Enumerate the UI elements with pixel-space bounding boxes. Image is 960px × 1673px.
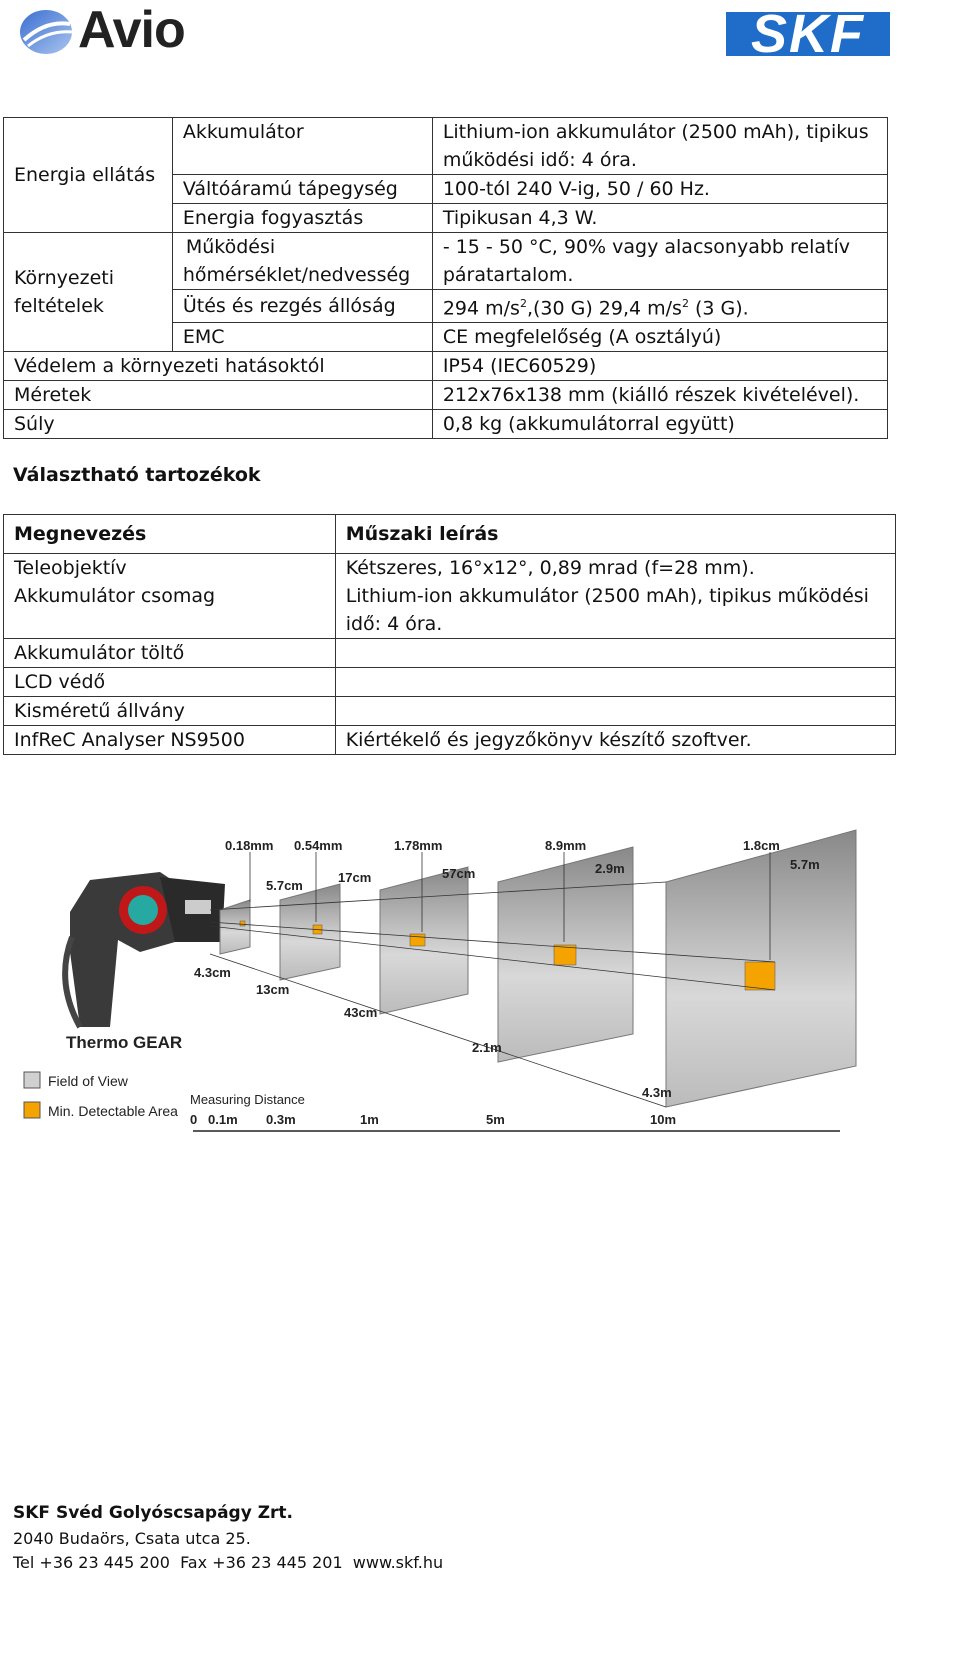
- spec-item-cell: [172, 118, 432, 175]
- fov-width-label: 2.9m: [595, 861, 625, 876]
- spec-value-power: Tipikusan 4,3 W.: [442, 207, 598, 229]
- spec-value-cell: [432, 118, 887, 175]
- accessory-desc: Kétszeres, 16°x12°, 0,89 mrad (f=28 mm).: [335, 554, 895, 583]
- spec-item-cell: [172, 323, 432, 352]
- fov-width-label: 5.7cm: [266, 878, 303, 893]
- spec-value-cell: [432, 323, 887, 352]
- spec-value-dimensions: 212x76x138 mm (kiálló részek kivételével).: [442, 384, 860, 407]
- spec-value-weight: 0,8 kg (akkumulátorral együtt): [442, 413, 735, 436]
- mda-size-label: 1.8cm: [743, 838, 780, 853]
- fov-width-label: 57cm: [442, 866, 476, 881]
- spec-label-cell: [4, 410, 433, 439]
- avio-globe-icon: [18, 6, 74, 58]
- fov-width-label: 5.7m: [790, 857, 820, 872]
- fov-width-label: 17cm: [338, 870, 372, 885]
- superscript: 2: [681, 297, 689, 310]
- mda-size-label: 0.54mm: [294, 838, 343, 853]
- footer-address: 2040 Budaörs, Csata utca 25.: [13, 1529, 251, 1548]
- spec-item-shock: Ütés és rezgés állóság: [182, 295, 396, 318]
- spec-item-cell: [172, 175, 432, 204]
- col-header-desc: Műszaki leírás: [335, 515, 895, 554]
- spec-label-cell: [4, 381, 433, 410]
- spec-item-cell: [172, 290, 432, 323]
- energy-group-label: Energia ellátás: [14, 164, 156, 186]
- energy-group-cell: [4, 118, 173, 233]
- avio-logo: [18, 1, 218, 60]
- spec-value-cell: [432, 233, 887, 290]
- spec-item-battery: Akkumulátor: [182, 121, 304, 143]
- spec-item-power: Energia fogyasztás: [182, 207, 364, 229]
- spec-item-ac-adapter: Váltóáramú tápegység: [182, 178, 398, 200]
- accessory-name: Kisméretű állvány: [4, 697, 336, 726]
- spec-value-cell: [432, 204, 887, 233]
- spec-value-cell: [432, 352, 887, 381]
- spec-label-weight: Súly: [14, 413, 55, 436]
- superscript: 2: [519, 297, 527, 310]
- mda-marker: [240, 921, 245, 926]
- mda-marker: [410, 934, 425, 946]
- accessory-desc: [335, 668, 895, 697]
- spec-value-cell: [432, 175, 887, 204]
- spec-value-shock-a: 294 m/s: [442, 297, 520, 320]
- accessory-name: LCD védő: [4, 668, 336, 697]
- accessory-desc: Kiértékelő és jegyzőkönyv készítő szoftver.: [335, 726, 895, 755]
- axis-tick-label: 0.1m: [208, 1112, 238, 1127]
- spec-value-ac-adapter: 100-tól 240 V-ig, 50 / 60 Hz.: [442, 178, 710, 200]
- legend-fov-swatch: [24, 1072, 40, 1088]
- spec-value-protection: IP54 (IEC60529): [442, 355, 597, 378]
- accessories-table: [3, 514, 896, 755]
- fov-height-label: 13cm: [256, 982, 290, 997]
- axis-title: Measuring Distance: [190, 1092, 305, 1107]
- spec-value-battery-line1: Lithium-ion akkumulátor (2500 mAh), tipikus: [442, 121, 869, 143]
- spec-value-cell: [432, 410, 887, 439]
- spec-value-temp-line2: páratartalom.: [442, 264, 574, 286]
- spec-value-shock-c: (3 G).: [688, 297, 749, 320]
- brand-text: Thermo GEAR: [66, 1033, 183, 1052]
- footer-company: SKF Svéd Golyóscsapágy Zrt.: [13, 1503, 294, 1523]
- spec-label-dimensions: Méretek: [14, 384, 92, 407]
- spec-value-shock-b: ,(30 G) 29,4 m/s: [526, 297, 682, 320]
- mda-size-label: 8.9mm: [545, 838, 587, 853]
- accessories-title: Választható tartozékok: [13, 464, 261, 486]
- spec-item-emc: EMC: [182, 326, 225, 349]
- spec-item-cell: [172, 204, 432, 233]
- mda-size-label: 0.18mm: [225, 838, 274, 853]
- mda-marker: [745, 962, 775, 990]
- axis-tick-label: 0.3m: [266, 1112, 296, 1127]
- axis-tick-label: 1m: [360, 1112, 379, 1127]
- fov-height-label: 4.3cm: [194, 965, 231, 980]
- spec-table: [3, 117, 888, 439]
- env-group-label-line2: feltételek: [14, 295, 104, 318]
- accessory-name: Akkumulátor töltő: [4, 639, 336, 668]
- accessory-desc: [335, 639, 895, 668]
- spec-item-temp-line2: hőmérséklet/nedvesség: [182, 264, 411, 286]
- axis-tick-label: 5m: [486, 1112, 505, 1127]
- mda-size-label: 1.78mm: [394, 838, 443, 853]
- spec-label-cell: [4, 352, 433, 381]
- legend-mda-swatch: [24, 1102, 40, 1118]
- spec-item-temp-line1: Működési: [185, 236, 276, 258]
- col-header-name: Megnevezés: [4, 515, 336, 554]
- skf-logo: [726, 12, 890, 56]
- spec-value-temp-line1: - 15 - 50 °C, 90% vagy alacsonyabb relatív: [442, 236, 850, 258]
- accessory-name: InfReC Analyser NS9500: [4, 726, 336, 755]
- spec-value-battery-line2: működési idő: 4 óra.: [442, 149, 637, 171]
- fov-height-label: 2.1m: [472, 1040, 502, 1055]
- camera-icon: [65, 872, 225, 1027]
- env-group-label-line1: Környezeti: [14, 267, 114, 290]
- spec-label-protection: Védelem a környezeti hatásoktól: [14, 355, 325, 378]
- axis-tick-label: 10m: [650, 1112, 677, 1127]
- fov-height-label: 4.3m: [642, 1085, 672, 1100]
- spec-item-cell: [172, 233, 432, 290]
- spec-value-cell: [432, 290, 887, 323]
- env-group-cell: [4, 233, 173, 352]
- accessory-desc: [335, 697, 895, 726]
- footer-contact: Tel +36 23 445 200 Fax +36 23 445 201 www.skf.hu: [13, 1553, 444, 1572]
- skf-logo-text: SKF: [726, 12, 890, 56]
- accessory-desc: Lithium-ion akkumulátor (2500 mAh), tipikus működési idő: 4 óra.: [335, 582, 895, 639]
- legend-mda-label: Min. Detectable Area: [48, 1103, 178, 1119]
- accessory-name: Akkumulátor csomag: [4, 582, 336, 639]
- fov-panel: [280, 884, 340, 980]
- spec-value-cell: [432, 381, 887, 410]
- field-of-view-diagram: [10, 822, 930, 1172]
- accessory-name: Teleobjektív: [4, 554, 336, 583]
- legend-fov-label: Field of View: [48, 1073, 128, 1089]
- spec-value-emc: CE megfelelőség (A osztályú): [442, 326, 722, 349]
- fov-height-label: 43cm: [344, 1005, 378, 1020]
- axis-tick-label: 0: [190, 1112, 198, 1127]
- avio-logo-text: Avio: [78, 1, 185, 59]
